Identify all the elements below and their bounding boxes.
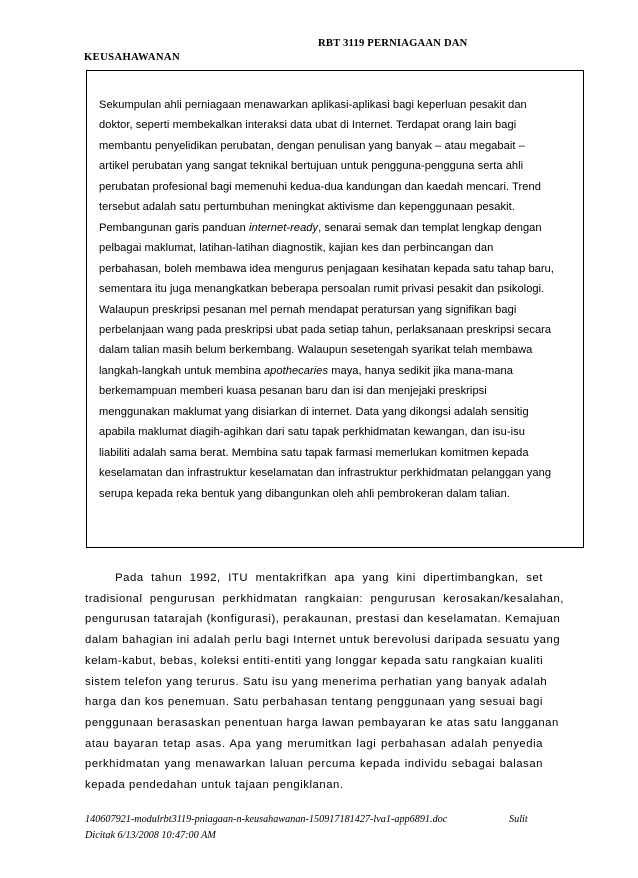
box-line xyxy=(99,323,551,337)
body-line: atau bayaran tetap asas. Apa yang merumitkan lagi perbahasan adalah penyedia xyxy=(85,737,543,750)
box-line xyxy=(99,466,551,480)
course-header-continued: KEUSAHAWANAN xyxy=(84,52,181,63)
box-line-text: membantu penyelidikan perubatan, dengan penulisan yang banyak – atau megabait – xyxy=(99,139,525,152)
box-line-text: apabila maklumat diagih-agihkan dari satu tapak perkhidmatan kewangan, dan isu-isu xyxy=(99,426,525,439)
box-line xyxy=(99,98,527,112)
box-line-text: Walaupun preskripsi pesanan mel pernah mendapat peratursan yang signifikan bagi xyxy=(99,303,517,316)
box-line-text: pelbagai maklumat, latihan-latihan diagnostik, kajian kes dan perbincangan dan xyxy=(99,242,494,255)
body-line: kepada pendedahan untuk tajaan pengiklanan. xyxy=(85,779,344,791)
box-line xyxy=(99,446,529,460)
box-line-text: dalam talian masih belum berkembang. Walaupun sesetengah syarikat telah membawa xyxy=(99,344,533,357)
body-line: tradisional pengurusan perkhidmatan rangkaian: pengurusan kerosakan/kesalahan, xyxy=(85,592,564,605)
box-line-text: sementara itu juga menangkatkan beberapa persoalan rumit privasi pesakit dan psikologi. xyxy=(99,283,545,296)
box-line-text: maya, hanya sedikit jika mana-mana xyxy=(328,364,513,377)
box-line xyxy=(99,425,525,439)
box-line xyxy=(99,405,529,419)
box-line xyxy=(99,384,487,398)
box-line-text: Pembangunan garis panduan xyxy=(99,221,249,234)
box-line-text: doktor, seperti membekalkan interaksi data ubat di Internet. Terdapat orang lain bagi xyxy=(99,119,517,132)
body-line: pengurusan tatarajah (konfigurasi), perakaunan, prestasi dan keselamatan. Kemajuan xyxy=(85,613,561,626)
box-line-text: liabiliti adalah sama berat. Membina satu tapak farmasi memerlukan komitmen kepada xyxy=(99,446,529,459)
box-line-text: artikel perubatan yang sangat teknikal bertujuan untuk pengguna-pengguna serta ahli xyxy=(99,160,524,173)
box-line xyxy=(99,221,542,235)
footer-filename: 140607921-modulrbt3119-pniagaan-n-keusahawanan-150917181427-lva1-app6891.doc xyxy=(85,814,448,825)
box-line-text: langkah-langkah untuk membina xyxy=(99,364,264,377)
box-line-text: perubatan profesional bagi memenuhi kedua-dua kandungan dan kaedah mencari. Trend xyxy=(99,180,541,193)
box-line xyxy=(99,200,515,214)
box-line-text: , senarai semak dan templat lengkap dengan xyxy=(318,221,542,234)
box-line-text: Sekumpulan ahli perniagaan menawarkan aplikasi-aplikasi bagi keperluan pesakit dan xyxy=(99,99,527,111)
course-header: RBT 3119 PERNIAGAAN DAN xyxy=(318,38,468,49)
box-line-text: berkemampuan memberi kuasa pesanan baru dan isi dan menjejaki preskripsi xyxy=(99,385,487,398)
body-line: kelam-kabut, bebas, koleksi entiti-entiti yang longgar kepada satu rangkaian kualiti xyxy=(85,654,544,667)
italic-term: apothecaries xyxy=(263,364,329,377)
footer-classification: Sulit xyxy=(509,814,528,825)
box-line xyxy=(99,159,523,173)
box-line xyxy=(99,118,516,132)
footer-printed-date: Dicitak 6/13/2008 10:47:00 AM xyxy=(85,830,216,841)
body-line: penggunaan berasaskan penentuan harga lawan pembayaran ke atas satu langganan xyxy=(85,716,559,729)
box-line xyxy=(99,343,532,357)
box-line-text: keselamatan dan infrastruktur keselamatan dan infrastruktur perkhidmatan pelanggan yang xyxy=(99,467,552,480)
box-line-text: menggunakan maklumat yang disiarkan di internet. Data yang dikongsi adalah sensitig xyxy=(99,405,529,418)
page-footer xyxy=(85,812,528,844)
box-line-text: perbelanjaan wang pada preskripsi ubat pada setiap tahun, perlaksanaan preskripsi secara xyxy=(99,323,552,336)
italic-term: internet-ready xyxy=(248,221,319,234)
box-line xyxy=(99,487,510,501)
box-line-text: tersebut adalah satu pertumbuhan meningkat aktivisme dan kepenggunaan pesakit. xyxy=(99,201,515,214)
body-line: harga dan kos penemuan. Satu perbahasan tentang penggunaan yang sesuai bagi xyxy=(85,696,543,709)
box-line xyxy=(99,282,544,296)
body-line: sistem telefon yang terurus. Satu isu yang menerima perhatian yang banyak adalah xyxy=(85,675,548,688)
box-line xyxy=(99,180,541,194)
box-line-text: serupa kepada reka bentuk yang dibangunkan oleh ahli pembrokeran dalam talian. xyxy=(99,487,510,500)
body-line: perkhidmatan yang menawarkan laluan percuma kepada individu sebagai balasan xyxy=(85,758,543,771)
body-line: Pada tahun 1992, ITU mentakrifkan apa yang kini dipertimbangkan, set xyxy=(85,572,543,584)
box-line xyxy=(99,364,513,378)
box-line xyxy=(99,262,554,276)
box-line xyxy=(99,241,493,255)
box-line xyxy=(99,139,525,153)
body-line: dalam bahagian ini adalah perlu bagi Internet untuk berevolusi daripada sesuatu yang xyxy=(85,634,561,647)
box-line-text: perbahasan, boleh membawa idea mengurus penjagaan kesihatan kepada satu tahap baru, xyxy=(99,262,555,275)
box-line xyxy=(99,303,516,317)
